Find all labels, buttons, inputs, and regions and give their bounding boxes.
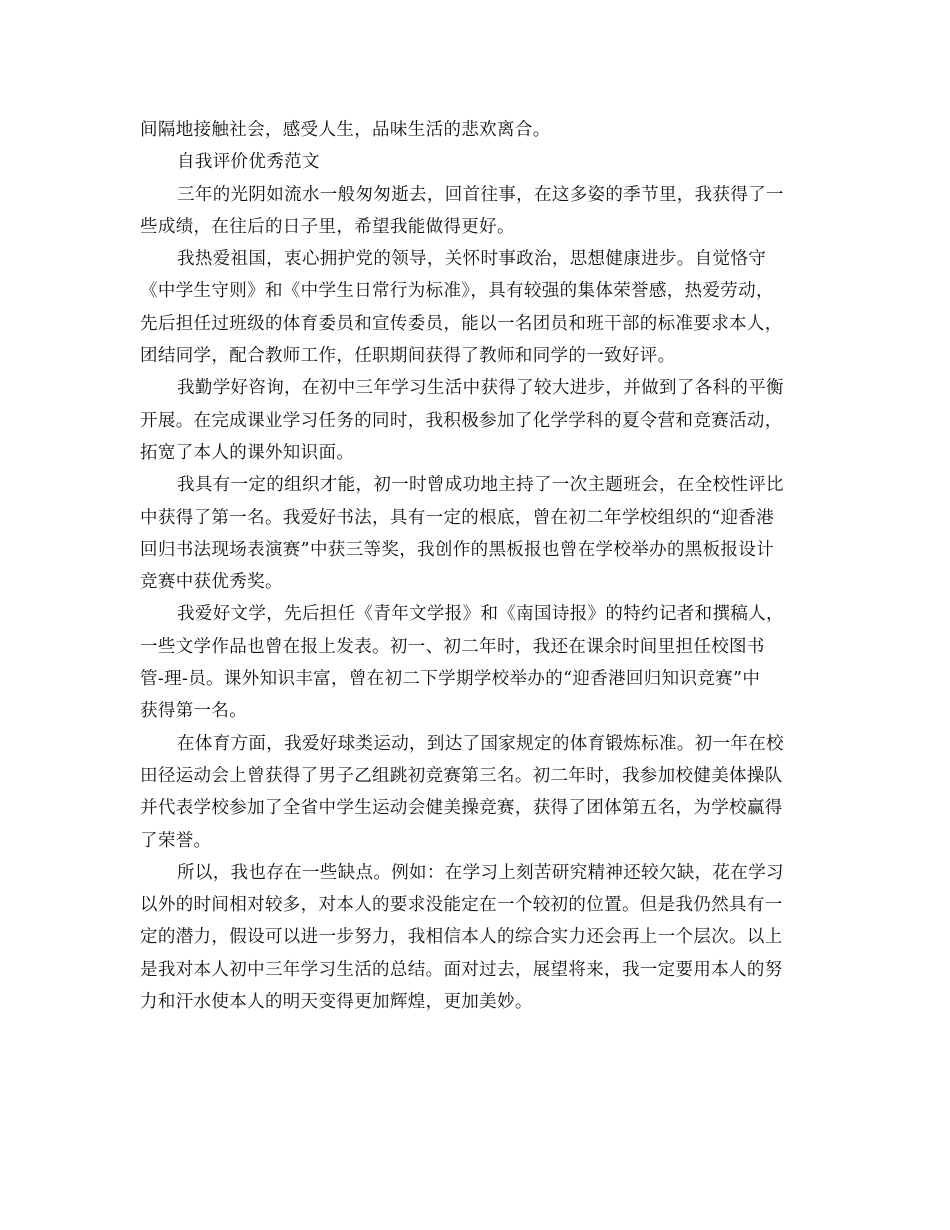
text-line: 回归书法现场表演赛”中获三等奖，我创作的黑板报也曾在学校举办的黑板报设计 bbox=[140, 539, 775, 560]
text-line: 在体育方面，我爱好球类运动，到达了国家规定的体育锻炼标准。初一年在校 bbox=[177, 733, 784, 754]
text-line: 团结同学，配合教师工作，任职期间获得了教师和同学的一致好评。 bbox=[140, 346, 676, 367]
text-line: 田径运动会上曾获得了男子乙组跳初竞赛第三名。初二年时，我参加校健美体操队 bbox=[140, 765, 783, 786]
text-line: 间隔地接触社会，感受人生，品味生活的悲欢离合。 bbox=[140, 120, 551, 140]
text-line: 了荣誉。 bbox=[140, 830, 212, 851]
text-line: 我具有一定的组织才能，初一时曾成功地主持了一次主题班会，在全校性评比 bbox=[177, 475, 784, 496]
text-line: 是我对本人初中三年学习生活的总结。面对过去，展望将来，我一定要用本人的努 bbox=[140, 959, 783, 980]
section-heading: 自我评价优秀范文 bbox=[177, 152, 320, 173]
text-line: 并代表学校参加了全省中学生运动会健美操竞赛，获得了团体第五名，为学校赢得 bbox=[140, 798, 783, 819]
text-line: 竞赛中获优秀奖。 bbox=[140, 572, 283, 593]
text-line: 获得第一名。 bbox=[140, 701, 248, 722]
text-line: 力和汗水使本人的明天变得更加辉煌，更加美妙。 bbox=[140, 992, 533, 1013]
text-line: 定的潜力，假设可以进一步努力，我相信本人的综合实力还会再上一个层次。以上 bbox=[140, 927, 783, 948]
text-line: 开展。在完成课业学习任务的同时，我积极参加了化学学科的夏令营和竞赛活动， bbox=[140, 410, 783, 431]
text-line: 我热爱祖国，衷心拥护党的领导，关怀时事政治，思想健康进步。自觉恪守 bbox=[177, 249, 767, 270]
text-line: 拓宽了本人的课外知识面。 bbox=[140, 442, 355, 463]
text-line: 我勤学好咨询，在初中三年学习生活中获得了较大进步，并做到了各科的平衡 bbox=[177, 378, 784, 399]
text-line: 以外的时间相对较多，对本人的要求没能定在一个较初的位置。但是我仍然具有一 bbox=[140, 895, 783, 916]
text-line: 些成绩，在往后的日子里，希望我能做得更好。 bbox=[140, 216, 515, 237]
text-line: 中获得了第一名。我爱好书法，具有一定的根底，曾在初二年学校组织的“迎香港 bbox=[140, 507, 775, 528]
text-line: 三年的光阴如流水一般匆匆逝去，回首往事，在这多姿的季节里，我获得了一 bbox=[177, 184, 784, 205]
text-line: 先后担任过班级的体育委员和宣传委员，能以一名团员和班干部的标准要求本人， bbox=[140, 313, 783, 334]
document-body bbox=[140, 114, 815, 1018]
text-line: 所以，我也存在一些缺点。例如：在学习上刻苦研究精神还较欠缺，花在学习 bbox=[177, 862, 784, 883]
text-line: 管-理-员。课外知识丰富，曾在初二下学期学校举办的“迎香港回归知识竞赛”中 bbox=[140, 669, 761, 690]
text-line: 《中学生守则》和《中学生日常行为标准》，具有较强的集体荣誉感，热爱劳动， bbox=[140, 281, 774, 302]
text-line: 一些文学作品也曾在报上发表。初一、初二年时，我还在课余时间里担任校图书 bbox=[140, 636, 765, 657]
text-line: 我爱好文学，先后担任《青年文学报》和《南国诗报》的特约记者和撰稿人， bbox=[177, 604, 784, 625]
